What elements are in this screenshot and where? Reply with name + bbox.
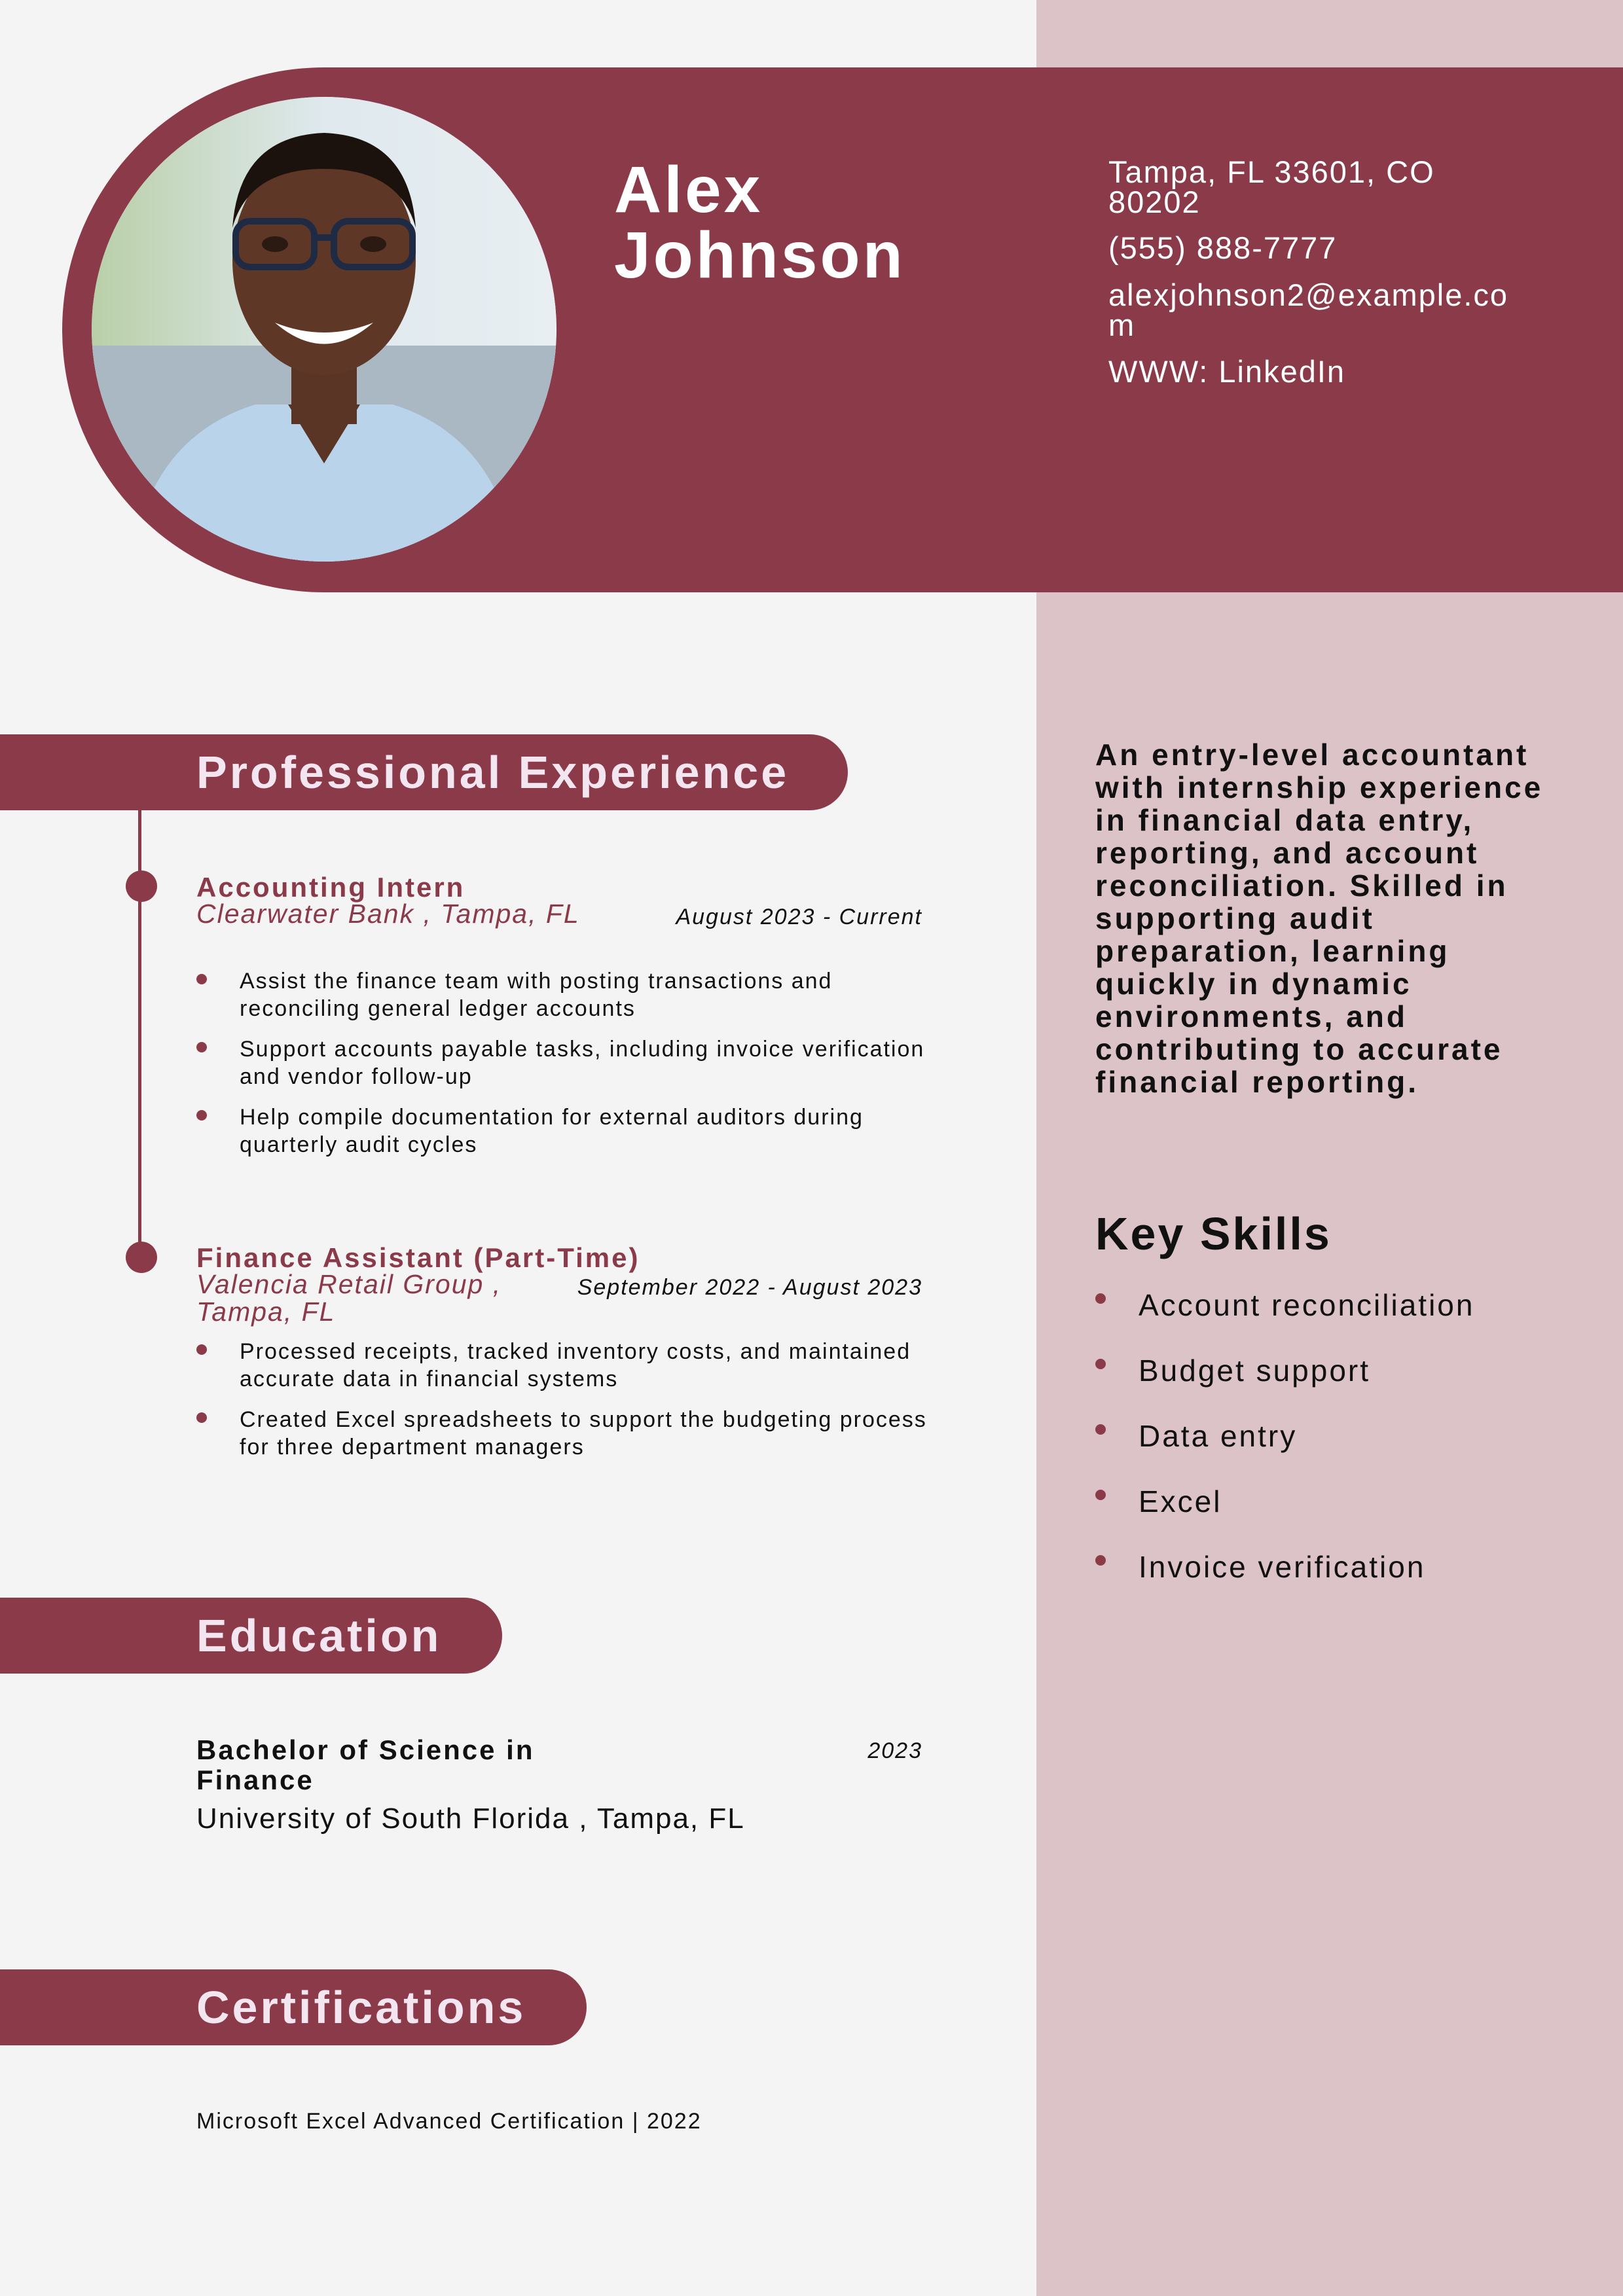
bullet-text: Processed receipts, tracked inventory costs, and maintained accurate data in financial systems [240, 1339, 911, 1391]
list-item [196, 1406, 949, 1461]
job-company: Valencia Retail Group , Tampa, FL [196, 1269, 502, 1327]
job-title: Finance Assistant (Part-Time) [196, 1242, 640, 1273]
bullet-text: Assist the finance team with posting transactions and reconciling general ledger accounts [240, 969, 833, 1021]
experience-section-header [0, 734, 848, 810]
experience-section-title: Professional Experience [196, 747, 790, 798]
timeline-dot [126, 1242, 157, 1273]
skill-item [1095, 1469, 1580, 1534]
bullet-text: Created Excel spreadsheets to support the budgeting process for three department managers [240, 1407, 927, 1460]
list-item [196, 1103, 949, 1158]
bullet-icon [196, 1110, 207, 1121]
skill-text: Excel [1139, 1484, 1222, 1518]
contact-phone: (555) 888-7777 [1108, 230, 1338, 265]
bullet-icon [1095, 1293, 1106, 1304]
summary: An entry-level accountant with internship experience in financial data entry, reporting, and account reconciliation. Skilled in supporting audit preparation, learning quickly in dynamic environments, and contributing to accurate financial reporting. [1095, 738, 1544, 1099]
skill-item [1095, 1272, 1580, 1338]
profile-photo-icon [92, 97, 556, 562]
job-dates: September 2022 - August 2023 [577, 1275, 922, 1300]
profile-photo [92, 97, 556, 562]
bullet-icon [196, 1042, 207, 1052]
first-name: Alex [614, 153, 763, 226]
certifications-section-header [0, 1969, 587, 2045]
skills-heading: Key Skills [1095, 1208, 1332, 1259]
list-item [196, 1035, 949, 1090]
timeline-dot [126, 870, 157, 902]
job-company: Clearwater Bank , Tampa, FL [196, 899, 580, 929]
education-section-header [0, 1598, 502, 1674]
skill-item [1095, 1338, 1580, 1403]
bullet-text: Help compile documentation for external auditors during quarterly audit cycles [240, 1105, 864, 1157]
bullet-icon [1095, 1555, 1106, 1566]
job-bullets [196, 1338, 949, 1474]
contact-website[interactable]: WWW: LinkedIn [1108, 354, 1346, 389]
job-bullets [196, 967, 949, 1172]
degree: Bachelor of Science in Finance [196, 1734, 535, 1795]
bullet-icon [196, 1344, 207, 1355]
last-name: Johnson [614, 219, 905, 292]
list-item [196, 967, 949, 1022]
job-dates: August 2023 - Current [676, 905, 922, 929]
bullet-icon [196, 1412, 207, 1423]
skill-text: Data entry [1139, 1419, 1298, 1453]
skills-list [1095, 1272, 1580, 1600]
bullet-icon [1095, 1424, 1106, 1435]
education-section-title: Education [196, 1610, 442, 1661]
bullet-text: Support accounts payable tasks, including invoice verification and vendor follow-up [240, 1037, 925, 1089]
certification: Microsoft Excel Advanced Certification | 2022 [196, 2109, 702, 2134]
list-item [196, 1338, 949, 1393]
candidate-name [614, 153, 905, 292]
job-title: Accounting Intern [196, 872, 465, 903]
education-year: 2023 [867, 1738, 922, 1763]
bullet-icon [196, 974, 207, 984]
skill-text: Budget support [1139, 1354, 1371, 1388]
skill-text: Invoice verification [1139, 1550, 1426, 1584]
school: University of South Florida , Tampa, FL [196, 1803, 745, 1835]
contact-address: Tampa, FL 33601, CO 80202 [1108, 154, 1435, 219]
skill-item [1095, 1403, 1580, 1469]
bullet-icon [1095, 1490, 1106, 1500]
skill-item [1095, 1534, 1580, 1600]
contact-email[interactable]: alexjohnson2@example.com [1108, 278, 1509, 342]
certifications-section-title: Certifications [196, 1982, 526, 2033]
skill-text: Account reconciliation [1139, 1288, 1475, 1322]
bullet-icon [1095, 1359, 1106, 1369]
